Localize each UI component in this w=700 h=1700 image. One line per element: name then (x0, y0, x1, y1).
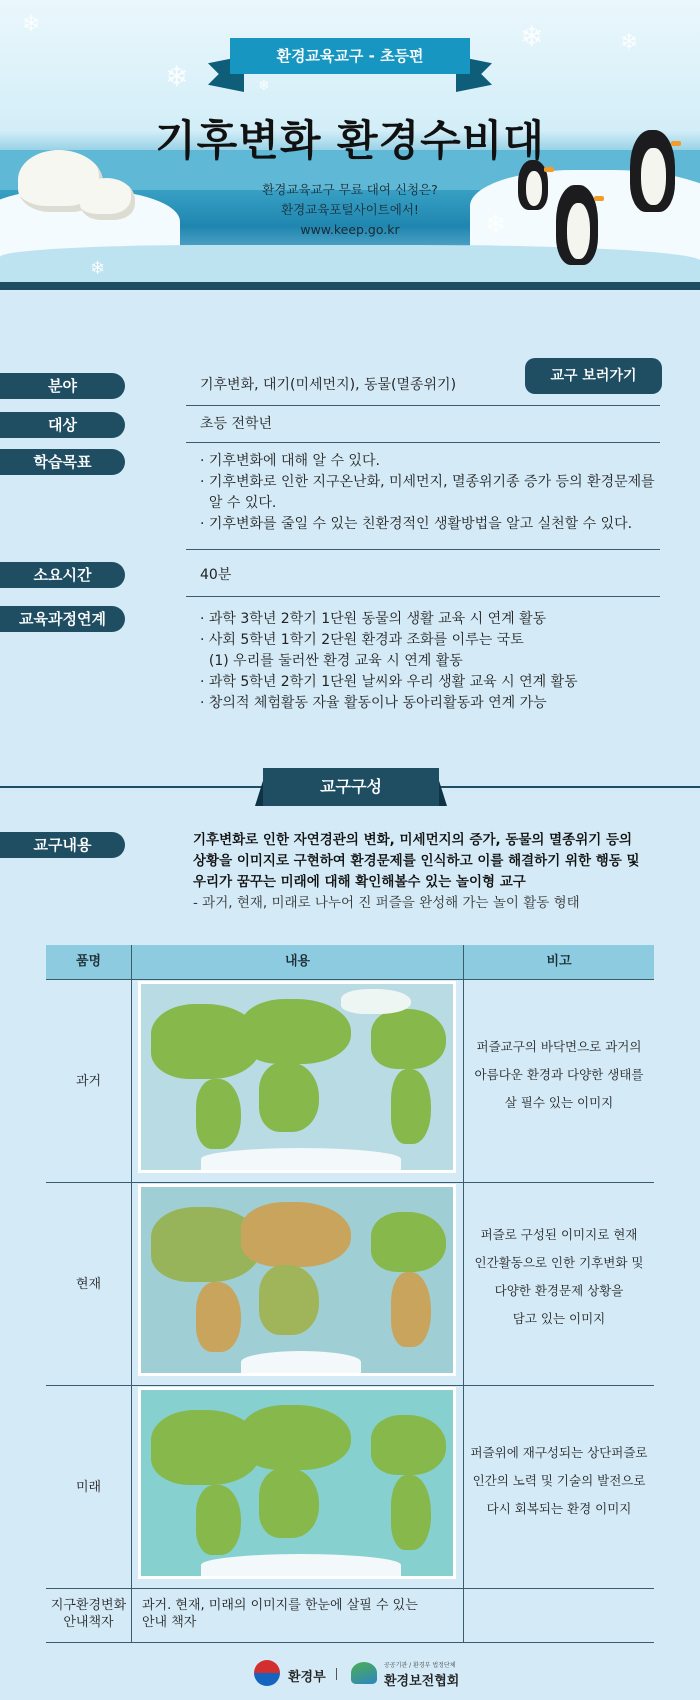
curriculum-item: · 창의적 체험활동 자율 활동이나 동아리활동과 연계 가능 (200, 695, 547, 711)
snowflake-icon: ❄ (90, 258, 106, 279)
snowflake-icon: ❄ (485, 210, 507, 240)
time-value: 40분 (200, 567, 232, 583)
row-name-booklet (46, 1597, 131, 1631)
booklet-content-line: 과거. 현재, 미래의 이미지를 한눈에 살필 수 있는 (142, 1598, 418, 1613)
row-note-present (464, 1221, 654, 1333)
divider (186, 442, 660, 443)
snowflake-icon: ❄ (520, 20, 544, 53)
row-divider (46, 1182, 654, 1183)
table-header-note: 비고 (464, 945, 654, 979)
snowflake-icon: ❄ (165, 60, 189, 93)
goal-item: · 기후변화를 줄일 수 있는 친환경적인 생활방법을 알고 실천할 수 있다. (200, 516, 633, 532)
field-value: 기후변화, 대기(미세먼지), 동물(멸종위기) (200, 377, 457, 393)
content-label: 교구내용 (0, 832, 125, 858)
future-map-image (138, 1387, 456, 1579)
goal-item: · 기후변화에 대해 알 수 있다. (200, 453, 380, 469)
hero-info-line: 환경교육포털사이트에서! (281, 202, 419, 217)
row-content-booklet (142, 1597, 452, 1631)
hero-ribbon: 환경교육교구 - 초등편 (230, 38, 470, 74)
association-logo-icon (351, 1662, 377, 1684)
association-subtitle: 공공기관 / 환경부 법정단체 (384, 1662, 456, 1669)
note-line: 살 필수 있는 이미지 (504, 1095, 614, 1110)
curriculum-item: · 사회 5학년 1학기 2단원 환경과 조화를 이루는 국토 (200, 632, 524, 648)
row-divider (46, 1588, 654, 1589)
note-line: 다양한 환경문제 상황을 (494, 1283, 624, 1298)
note-line: 담고 있는 이미지 (512, 1311, 606, 1326)
note-line: 인간활동으로 인한 기후변화 및 (474, 1255, 644, 1270)
desc-line: 우리가 꿈꾸는 미래에 대해 확인해볼수 있는 놀이형 교구 (193, 874, 526, 890)
row-note-past (464, 1033, 654, 1117)
table-header-name: 품명 (46, 945, 131, 979)
footer-separator (336, 1668, 337, 1680)
ministry-name: 환경부 (288, 1670, 326, 1685)
divider (186, 596, 660, 597)
desc-line: - 과거, 현재, 미래로 나누어 진 퍼즐을 완성해 가는 놀이 활동 형태 (193, 895, 580, 911)
view-kit-button[interactable]: 교구 보러가기 (525, 358, 662, 394)
desc-line: 상황을 이미지로 구현하여 환경문제를 인식하고 이를 해결하기 위한 행동 및 (193, 853, 640, 869)
section-heading: 교구구성 (263, 768, 439, 806)
note-line: 다시 회복되는 환경 이미지 (486, 1501, 632, 1516)
hero-info (0, 180, 700, 240)
note-line: 아름다운 환경과 다양한 생태를 (474, 1067, 644, 1082)
goals-list (200, 451, 660, 535)
time-label: 소요시간 (0, 562, 125, 588)
page-title: 기후변화 환경수비대 (155, 116, 545, 165)
footer (0, 1658, 700, 1692)
row-divider (46, 1385, 654, 1386)
note-line: 퍼즐교구의 바닥면으로 과거의 (476, 1039, 642, 1054)
curriculum-label: 교육과정연계 (0, 606, 125, 632)
row-name-present: 현재 (75, 1277, 102, 1292)
table-header-content: 내용 (132, 945, 463, 979)
goal-item: · 기후변화로 인한 지구온난화, 미세먼지, 멸종위기종 증가 등의 환경문제를 (200, 474, 655, 490)
curriculum-item: · 과학 5학년 2학기 1단원 날씨와 우리 생활 교육 시 연계 활동 (200, 674, 578, 690)
booklet-name-line: 지구환경변화 (50, 1598, 127, 1613)
row-name-past: 과거 (75, 1074, 102, 1089)
booklet-content-line: 안내 책자 (142, 1615, 197, 1630)
booklet-name-line: 안내책자 (63, 1615, 114, 1630)
goal-item: 알 수 있다. (200, 495, 277, 511)
row-divider (46, 979, 654, 980)
note-line: 퍼즐로 구성된 이미지로 현재 (480, 1227, 638, 1242)
curriculum-list (200, 609, 660, 714)
target-value: 초등 전학년 (200, 416, 273, 432)
row-note-future (464, 1439, 654, 1523)
snowflake-icon: ❄ (22, 12, 41, 37)
divider (186, 405, 660, 406)
curriculum-item: (1) 우리를 둘러싼 환경 교육 시 연계 활동 (200, 653, 463, 669)
hero-bottom-band (0, 282, 700, 290)
curriculum-item: · 과학 3학년 2학기 1단원 동물의 생활 교육 시 연계 활동 (200, 611, 547, 627)
ministry-logo-icon (254, 1660, 280, 1686)
row-divider (46, 1642, 654, 1643)
desc-line: 기후변화로 인한 자연경관의 변화, 미세먼지의 증가, 동물의 멸종위기 등의 (193, 832, 633, 848)
target-label: 대상 (0, 412, 125, 438)
association-name: 환경보전협회 (384, 1674, 460, 1689)
components-table (46, 945, 654, 1645)
snowflake-icon: ❄ (258, 78, 270, 94)
goals-label: 학습목표 (0, 449, 125, 475)
row-name-future: 미래 (75, 1480, 102, 1495)
table-divider (131, 945, 132, 1643)
hero-info-line: 환경교육교구 무료 대여 신청은? (262, 182, 438, 197)
divider (186, 549, 660, 550)
hero-banner (0, 0, 700, 290)
present-map-image (138, 1184, 456, 1376)
content-description (193, 830, 663, 914)
field-label: 분야 (0, 373, 125, 399)
hero-url-link[interactable]: www.keep.go.kr (300, 222, 400, 237)
note-line: 퍼즐위에 재구성되는 상단퍼즐로 (470, 1445, 648, 1460)
past-map-image (138, 981, 456, 1173)
note-line: 인간의 노력 및 기술의 발전으로 (472, 1473, 646, 1488)
snowflake-icon: ❄ (620, 30, 639, 55)
